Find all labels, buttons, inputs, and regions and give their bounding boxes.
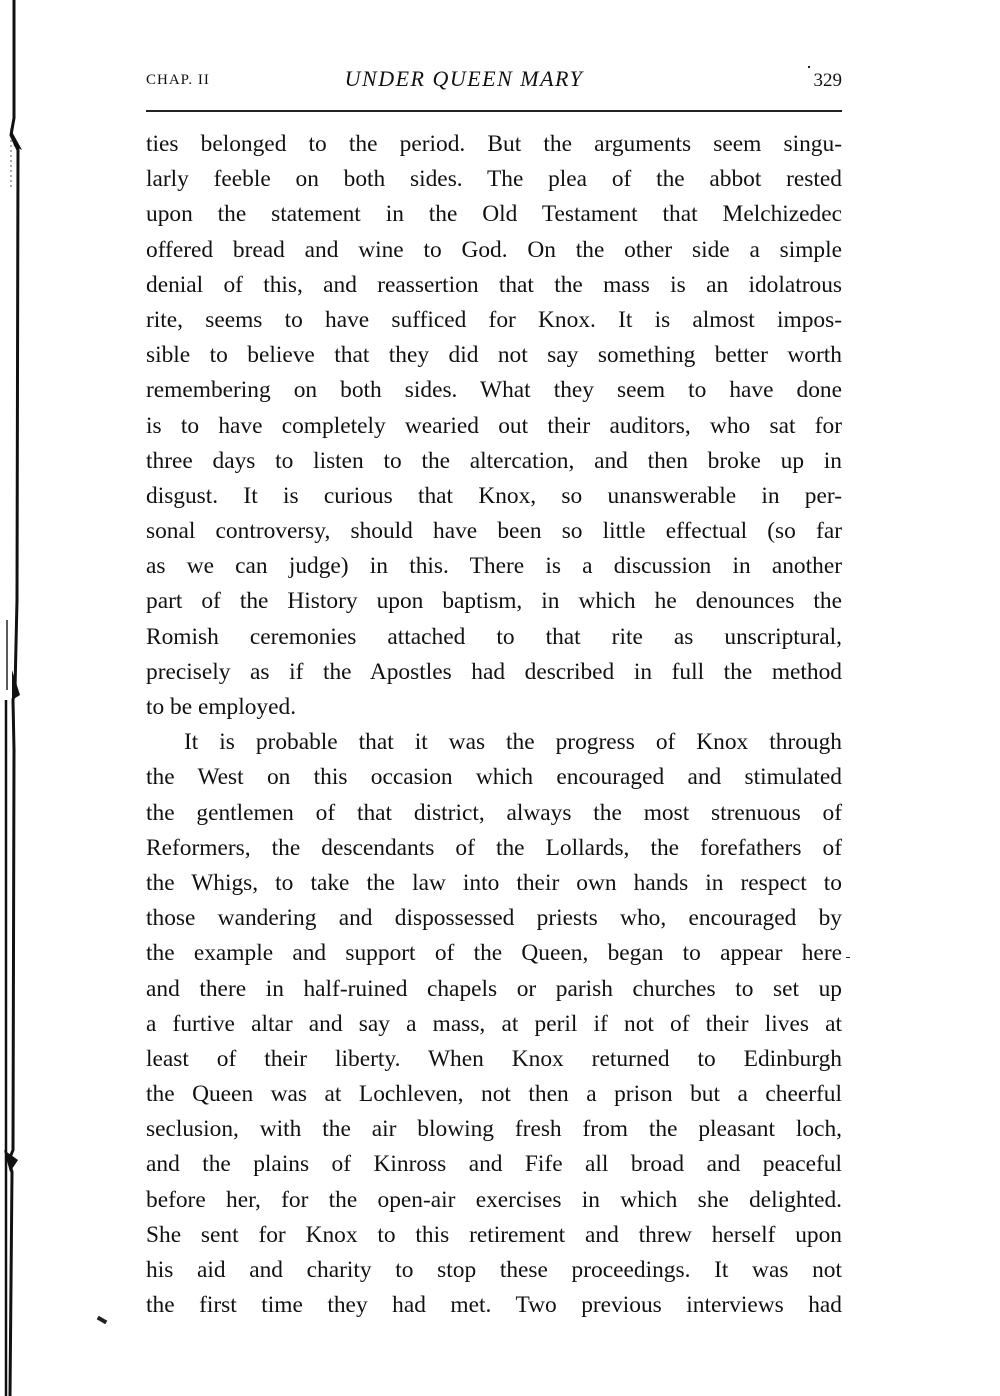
text-line: offered bread and wine to God. On the other side a simple [146,236,842,263]
text-line: those wandering and dispossessed priests who, encouraged by [146,905,842,932]
text-line: sible to believe that they did not say something better worth [146,342,842,369]
running-title-text: UNDER QUEEN MARY [344,66,584,91]
running-title [146,66,842,92]
text-line: least of their liberty. When Knox returned to Edinburgh [146,1045,842,1072]
text-line: to be employed. [146,694,297,720]
text-line: It is probable that it was the progress of Knox through [184,729,842,756]
page-number: 329 [813,70,842,91]
text-line: the West on this occasion which encouraged and stimulated [146,764,842,791]
text-line: precisely as if the Apostles had described in full the method [146,658,842,685]
text-line: and the plains of Kinross and Fife all broad and peaceful [146,1151,842,1178]
chapter-label: CHAP. II [146,72,210,88]
text-line: the Whigs, to take the law into their own hands in respect to [146,869,842,896]
paragraph [146,127,842,725]
text-line: sonal controversy, should have been so little effectual (so far [146,518,842,545]
header-rule [146,110,842,112]
text-line: remembering on both sides. What they seem to have done [146,377,842,404]
body-text [146,127,842,1323]
text-line: three days to listen to the altercation, and then broke up in [146,447,842,474]
text-line: ties belonged to the period. But the arguments seem singu- [146,131,842,157]
text-line: Reformers, the descendants of the Lollards, the forefathers of [146,834,842,861]
text-line: the Queen was at Lochleven, not then a prison but a cheerful [146,1081,842,1108]
text-line: is to have completely wearied out their auditors, who sat for [146,412,842,439]
text-line: rite, seems to have sufficed for Knox. It is almost impos- [146,306,842,333]
text-line: the first time they had met. Two previous interviews had [146,1292,842,1319]
text-line: as we can judge) in this. There is a discussion in another [146,553,842,580]
text-line: disgust. It is curious that Knox, so unanswerable in per- [146,482,842,509]
text-line: part of the History upon baptism, in which he denounces the [146,588,842,615]
text-line: seclusion, with the air blowing fresh from the pleasant loch, [146,1116,842,1143]
text-line: She sent for Knox to this retirement and threw herself upon [146,1221,842,1248]
text-line: a furtive altar and say a mass, at peril if not of their lives at [146,1010,842,1037]
text-line: larly feeble on both sides. The plea of the abbot rested [146,166,842,193]
text-line: his aid and charity to stop these proceedings. It was not [146,1257,842,1283]
text-line: before her, for the open-air exercises in which she delighted. [146,1186,842,1213]
scan-speck [97,1316,108,1324]
binding-edge-scan-artifact [0,0,30,1396]
text-line: upon the statement in the Old Testament that Melchizedec [146,201,842,228]
text-line: Romish ceremonies attached to that rite as unscriptural, [146,623,842,650]
running-head [146,66,842,96]
text-line: denial of this, and reassertion that the mass is an idolatrous [146,271,842,298]
text-line: the example and support of the Queen, began to appear here [146,940,842,967]
paragraph [146,725,842,1323]
text-line: and there in half-ruined chapels or parish churches to set up [146,975,842,1002]
text-line: the gentlemen of that district, always the most strenuous of [146,799,842,826]
scan-speck [846,957,850,958]
